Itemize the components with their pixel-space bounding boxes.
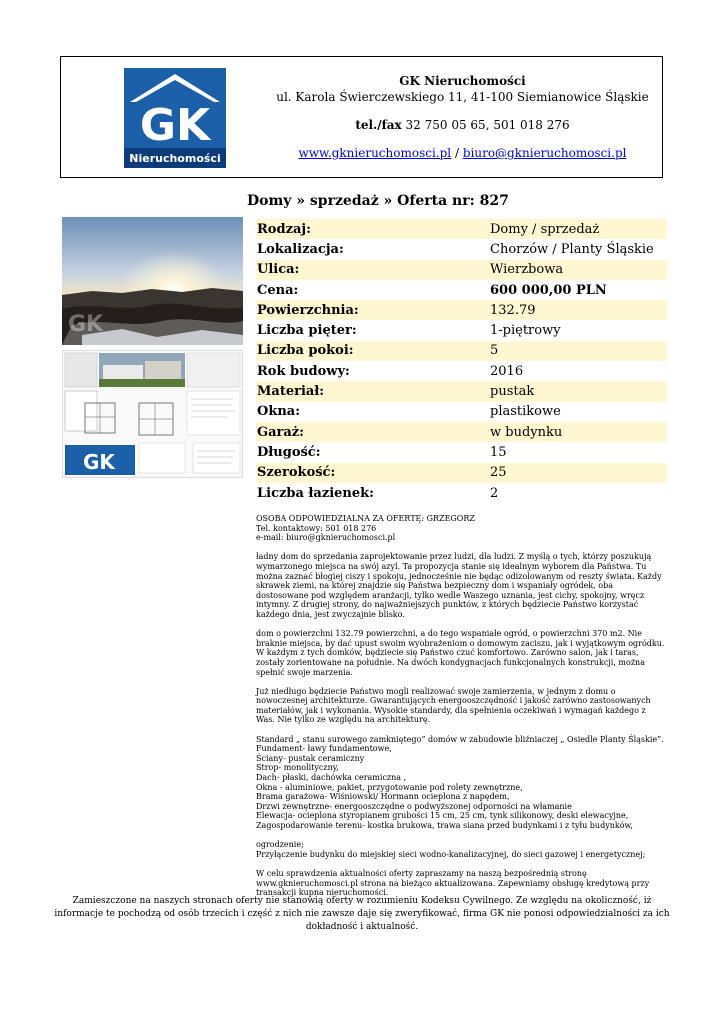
attribute-label: Liczba pokoi: xyxy=(257,343,354,359)
extra-list xyxy=(256,840,666,859)
list-item: Brama garażowa- Wiśniowski/ Hormann ocieplona z napędem, xyxy=(256,792,510,802)
attribute-label: Liczba pięter: xyxy=(257,323,357,339)
attribute-row xyxy=(256,463,667,483)
description-paragraph: dom o powierzchni 132.79 powierzchni, a do tego wspaniałe ogród, o powierzchni 370 m2. Nie braknie miejsca, by dać upust swoim wyobrażeniom o domowym zaciszu, jak i wyjątkowym ogródku. W każdym z tych domków, będziecie się Państwo czuć komfortowo. Zarówno salon, jak i taras, zostały zorientowane na południe. Na dwóch kondygnacjach funkcjonalnych konstrukcji, można spełnić swoje marzenia. xyxy=(256,629,665,677)
offer-title: Domy » sprzedaż » Oferta nr: 827 xyxy=(247,193,509,209)
offer-photo-main[interactable] xyxy=(62,217,243,345)
legal-disclaimer: Zamieszczone na naszych stronach oferty nie stanowią oferty w rozumieniu Kodeksu Cywilnego. Ze względu na okoliczność, iż informacje te pochodzą od osób trzecich i część z nich nie zawsze daje się zweryfikować, firma GK nie ponosi odpowiedzialności za ich dokładność i aktualność. xyxy=(54,896,670,932)
attribute-row xyxy=(256,239,667,259)
attribute-label: Powierzchnia: xyxy=(257,302,359,318)
gk-logo xyxy=(124,68,226,168)
attribute-row xyxy=(256,483,667,503)
attribute-value: Domy / sprzedaż xyxy=(490,221,600,237)
tel-label: tel./fax xyxy=(355,118,402,132)
company-info xyxy=(271,73,654,161)
attribute-label: Długość: xyxy=(257,444,321,460)
attribute-label: Okna: xyxy=(257,404,301,420)
attribute-value: 2016 xyxy=(490,363,524,379)
website-link[interactable]: www.gknieruchomosci.pl xyxy=(298,146,452,160)
contact-phone: Tel. kontaktowy: 501 018 276 xyxy=(256,523,377,533)
list-item: Ściany- pustak ceramiczny xyxy=(256,753,365,763)
company-links xyxy=(271,145,654,161)
attribute-value: Chorzów / Planty Śląskie xyxy=(490,241,654,257)
attribute-value: 2 xyxy=(490,485,499,501)
link-separator: / xyxy=(454,146,460,160)
company-name: GK Nieruchomości xyxy=(399,74,526,88)
attribute-row xyxy=(256,320,667,340)
attribute-value: Wierzbowa xyxy=(490,262,564,278)
attribute-row xyxy=(256,219,667,239)
list-item: Standard „ stanu surowego zamkniętego” domów w zabudowie bliźniaczej „ Osiedle Planty Śląskie”. xyxy=(256,734,664,744)
attribute-row xyxy=(256,300,667,320)
attribute-value: 132.79 xyxy=(490,302,536,318)
attribute-label: Garaż: xyxy=(257,424,304,440)
list-item: Okna - aluminiowe, pakiet, przygotowanie pod rolety zewnętrzne, xyxy=(256,782,523,792)
list-item: Zagospodarowanie terenu- kostka brukowa, trawa siana przed budynkami i z tyłu budynków, xyxy=(256,821,633,830)
attribute-row xyxy=(256,402,667,422)
list-item: ogrodzenie; xyxy=(256,840,304,850)
attribute-value: w budynku xyxy=(490,424,563,440)
attribute-label: Cena: xyxy=(257,282,299,298)
attribute-row xyxy=(256,422,667,442)
attribute-value: 15 xyxy=(490,444,507,460)
attribute-value: 1-piętrowy xyxy=(490,323,561,339)
standard-list xyxy=(256,735,666,831)
closing-paragraph: W celu sprawdzenia aktualności oferty zapraszamy na naszą bezpośrednią stronę www.gknieruchomosci.pl strona na bieżąco aktualizowana. Zapewniamy obsługę kredytową przy transakcji kupna nieruchomości. xyxy=(256,868,650,898)
attribute-value: pustak xyxy=(490,384,535,400)
attribute-row xyxy=(256,361,667,381)
attribute-label: Materiał: xyxy=(257,384,325,400)
list-item: Drzwi zewnętrzne- energooszczędne o podwyższonej odporności na włamanie xyxy=(256,801,572,811)
attribute-value: 600 000,00 PLN xyxy=(490,282,607,298)
list-item: Fundament- ławy fundamentowe, xyxy=(256,744,392,754)
agency-header xyxy=(60,56,663,178)
attribute-value: 25 xyxy=(490,465,507,481)
attribute-row xyxy=(256,280,667,300)
attribute-label: Liczba łazienek: xyxy=(257,485,374,501)
logo-text: GK xyxy=(139,100,211,151)
offer-photo-plans[interactable] xyxy=(62,350,243,478)
company-address: ul. Karola Świerczewskiego 11, 41-100 Siemianowice Śląskie xyxy=(276,90,649,104)
description-paragraph: ładny dom do sprzedania zaprojektowanie przez ludzi, dla ludzi. Z myślą o tych, którzy poszukują wymarzonego miejsca na swój azyl. Ta propozycja stanie się idealnym wyborem dla Państwa. Tu można zaznać błogiej ciszy i spokoju, jednocześnie nie będąc odizolowanym od reszty świata. Każdy skrawek ziemi, na której znajdzie się Państwa bezpieczny dom i wspaniały ogródek, oba dostosowane pod względem aranżacji, tylko wedle Waszego uznania, jest cichy, spokojny, wręcz intymny. Z drugiej strony, do najważniejszych punktów, z których będziecie Państwo korzystać każdego dnia, jest zwyczajnie blisko. xyxy=(256,552,662,619)
contact-email: e-mail: biuro@gknieruchomosci.pl xyxy=(256,533,396,543)
plan-logo-text: GK xyxy=(83,450,115,474)
contact-person: OSOBA ODPOWIEDZIALNA ZA OFERTĘ: GRZEGORZ xyxy=(256,514,475,523)
attribute-row xyxy=(256,381,667,401)
company-phone xyxy=(271,117,654,133)
attribute-label: Szerokość: xyxy=(257,465,336,481)
list-item: Elewacja- ocieplona styropianem grubości 15 cm, 25 cm, tynk silikonowy, deski elewacyjne, xyxy=(256,811,629,821)
description-paragraph: Już niedługo będziecie Państwo mogli realizować swoje zamierzenia, w jednym z domu o nowoczesnej architekturze. Gwarantujących energooszczędność i jakość zarówno zastosowanych materiałów, jak i wykonania. Wysokie standardy, dla spełnienia oczekiwań i wymagań każdego z Was. Nie tylko ze względu na architekturę. xyxy=(256,686,651,725)
attribute-label: Rok budowy: xyxy=(257,363,350,379)
offer-description xyxy=(256,514,666,907)
contact-block xyxy=(256,514,666,543)
list-item: Strop- monolityczny, xyxy=(256,763,339,773)
attribute-label: Lokalizacja: xyxy=(257,241,344,257)
tel-numbers: 32 750 05 65, 501 018 276 xyxy=(405,118,570,132)
attribute-row xyxy=(256,260,667,280)
logo-subtext: Nieruchomości xyxy=(129,152,221,165)
attribute-label: Rodzaj: xyxy=(257,221,311,237)
attribute-value: plastikowe xyxy=(490,404,561,420)
photo-watermark: GK xyxy=(68,312,104,337)
list-item: Dach- płaski, dachówka ceramiczna , xyxy=(256,773,407,783)
attribute-value: 5 xyxy=(490,343,499,359)
attribute-row xyxy=(256,341,667,361)
attribute-row xyxy=(256,442,667,462)
email-link[interactable]: biuro@gknieruchomosci.pl xyxy=(462,146,627,160)
attribute-label: Ulica: xyxy=(257,262,300,278)
list-item: Przyłączenie budynku do miejskiej sieci wodno-kanalizacyjnej, do sieci gazowej i energetycznej; xyxy=(256,849,646,859)
offer-attributes-table xyxy=(256,219,667,503)
